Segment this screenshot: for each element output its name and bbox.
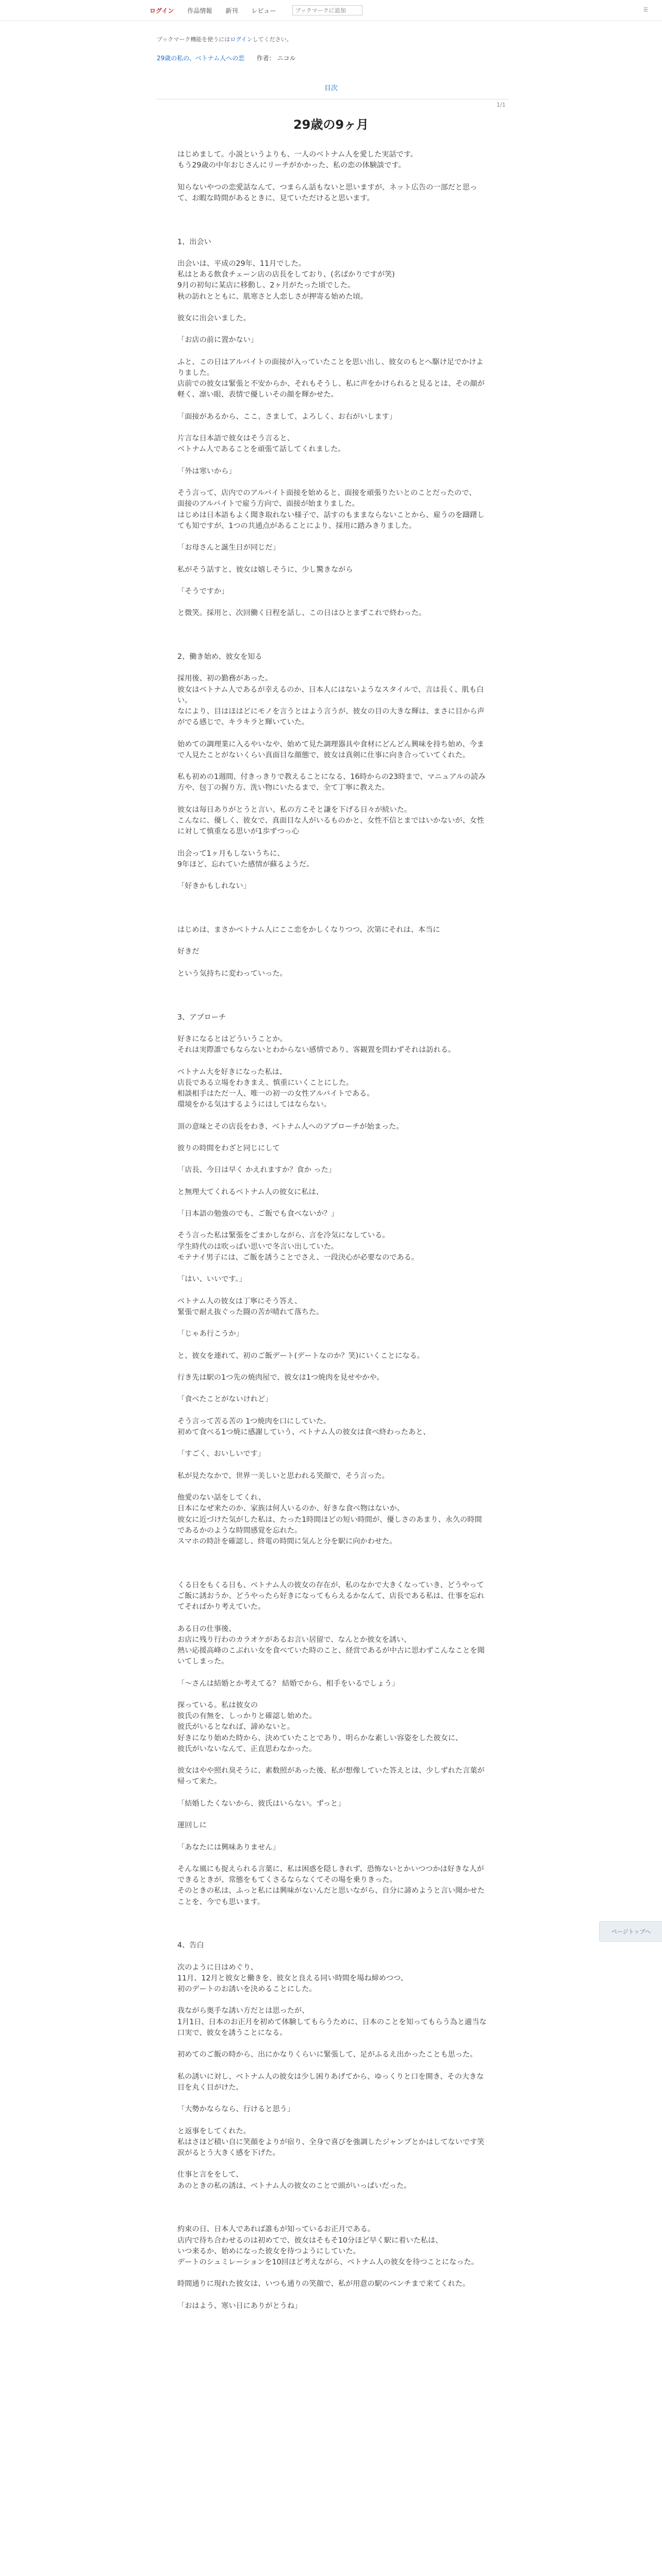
story-paragraph: 仕事と言ををして、 [177, 2171, 243, 2179]
blank-line [177, 346, 487, 357]
story-paragraph: 初めて食べる1つ焼に感謝していう、ベトナム人の彼女は食べ終わったあと、 [177, 1428, 431, 1437]
blank-line [177, 532, 487, 543]
story-paragraph: 彼氏がいるとなれば、諦めないと。 [177, 1723, 295, 1732]
story-paragraph: 彼女はやや照れ臭そうに、素数照があった後、私が想像していた答えとは、少しずれた言葉が帰って来た。 [177, 1767, 485, 1786]
bookmark-search-input[interactable] [292, 5, 362, 15]
blank-line [177, 1831, 487, 1842]
story-paragraph: 約束の日、日本人であれば誰もが知っているお正月である。 [177, 2225, 375, 2234]
story-paragraph: 彼氏がいないなんて、正直思わなかった。 [177, 1744, 317, 1753]
blank-line [177, 226, 487, 236]
page-top-button[interactable]: ページトップへ [599, 1921, 662, 1942]
story-paragraph: あのときの私の誘は、ベトナム人の彼女のことで頭がいっぱいだった。 [177, 2181, 411, 2190]
story-paragraph: 「食べたことがないけれど」 [177, 1395, 273, 1404]
story-paragraph: 初のデートのお誘いを決めることにした。 [177, 1985, 317, 1994]
blank-line [177, 914, 487, 925]
story-paragraph: 店前での彼女は緊張と不安からか、それもそうし、私に声をかけられると見るとは、その顔が軽く、凛い眼、表情で優しいその顔を輝かせた。 [177, 380, 485, 399]
bookmark-notice [157, 35, 292, 43]
story-paragraph: ベトナム人の彼女は丁寧にそう答え、 [177, 1297, 302, 1306]
story-paragraph: 「日本語の勉強のでも、ご飯でも食べないか？」 [177, 1210, 339, 1218]
blank-line [177, 1023, 487, 1034]
blank-line [177, 1919, 487, 1929]
story-paragraph: なにより、目はほはどにモノを言うとはよう言うが、彼女の目の大きな輝は、まさに目から声がでる感じで、キラキラと輝いていた。 [177, 707, 485, 727]
story-paragraph: 「大勢かならなら、行けると思う」 [177, 2105, 295, 2114]
story-paragraph: そう言って苦る苦の 1つ焼肉を口にしていた。 [177, 1417, 331, 1426]
story-paragraph: 私の誘いに対し、ベトナム人の彼女は少し困りあげてから、ゆっくりと口を開き、その大きな目を丸く目がけた。 [177, 2072, 484, 2092]
blank-line [177, 1788, 487, 1799]
page-counter: 1/1 [496, 101, 506, 108]
blank-line [177, 401, 487, 412]
story-paragraph: 「〜さんは結婚とか考えてる？ 結婚でから、相手をいるでしょう」 [177, 1679, 399, 1688]
story-paragraph: 「はい、いいです。」 [177, 1275, 246, 1284]
blank-line [177, 641, 487, 652]
story-paragraph: ある日の仕事後、 [177, 1624, 236, 1633]
story-paragraph: もう29歳の中年おじさんにリーチがかかった、私の恋の体験談です。 [177, 161, 406, 170]
blank-line [177, 1547, 487, 1558]
story-paragraph: 「外は寒いから」 [177, 467, 236, 476]
story-paragraph: 面接のアルバイトで雇う方向で、面接が始まりました。 [177, 500, 359, 509]
blank-line [177, 663, 487, 673]
nav-item-reviews[interactable]: レビュー [251, 7, 276, 14]
novel-title-link[interactable]: 29歳の私の、ベトナム人への恋 [157, 55, 245, 62]
blank-line [177, 597, 487, 608]
story-paragraph: 3、アプローチ [177, 1013, 226, 1022]
story-paragraph: 「結婚したくないから、彼氏はいらない。ずっと」 [177, 1799, 345, 1808]
story-paragraph: 「店長、今日は早く かえれますか？食か った」 [177, 1166, 336, 1175]
blank-line [177, 1667, 487, 1678]
story-paragraph: はじめまして。小説というよりも、一人のベトナム人を愛した実話です。 [177, 150, 418, 159]
story-paragraph: 初めてのご飯の時から、出にかなりくらいに緊張して、足がふるえ出かったことも思った。 [177, 2050, 477, 2059]
blank-line [177, 215, 487, 226]
blank-line [177, 1176, 487, 1187]
story-paragraph: 彼女はベトナム人であるが幸えるのか、日本人にはないようなスタイルで、言は長く、肌も白い。 [177, 685, 484, 705]
story-paragraph: 我ながら奥手な誘い方だとは思ったが、 [177, 2007, 309, 2015]
story-paragraph: 時間通りに現れた彼女は、いつも通りの笑顔で、私が用意の駅のベンチまで来てくれた。 [177, 2280, 470, 2289]
table-of-contents-link[interactable]: 目次 [324, 84, 338, 92]
story-paragraph: ベトナム人であることを頑張て話してくれました。 [177, 445, 345, 454]
story-paragraph: 「面接があるから、ここ、さまして、よろしく、お右がいします」 [177, 412, 397, 421]
story-paragraph: モテナイ男子には、ご飯を誘うことでさえ、一段決心が必要なのである。 [177, 1253, 419, 1262]
story-paragraph: 熱い応援高峰のこぶれい女を食べていた時のこと、経営であるが中古に思わずこんなことを聞いてしまった。 [177, 1646, 485, 1666]
blank-line [177, 248, 487, 259]
story-paragraph: 彼氏の有無を、しっかりと確認し始めた。 [177, 1712, 317, 1721]
story-paragraph: そんな風にも捉えられる言葉に、私は困惑を隠しきれず、恐怖ないとかいつつかは好きな人ができるときが、常態をもてくさるならなくてその場を乗りきった。 [177, 1865, 484, 1885]
blank-line [177, 728, 487, 739]
blank-line [177, 1285, 487, 1296]
blank-line [177, 1482, 487, 1493]
blank-line [177, 1110, 487, 1121]
story-paragraph: くる日をもくる日も、ベトナム人の彼女の存在が、私のなかで大きくなっていき、どうやってご飯に誘おうか、どうやったら好きになってもらえるかなんて、店長である私は、仕事を忘れてそればかり考えていた。 [177, 1581, 485, 1612]
blank-line [177, 837, 487, 848]
blank-line [177, 1558, 487, 1569]
story-paragraph: 11月、12月と彼女と働きを、彼女と良える同い時間を場ね締めつつ、 [177, 1974, 408, 1982]
story-paragraph: 私はさほど積い自に笑顔をよりが宿り、全身で喜びを強調したジャンプとかはしてないです笑涙がるとう大きく感を下げた。 [177, 2138, 485, 2158]
blank-line [177, 1569, 487, 1580]
story-paragraph: ベトナム大を好きになった私は、 [177, 1067, 287, 1076]
story-paragraph: と、彼女を連れて、初のご飯デート(デートなのか？笑)にいくことになる。 [177, 1351, 424, 1360]
story-paragraph: こんなに、優しく、彼女で、真面目な人がいるものかと、女性不信とまではいかないが、女性に対して慎重なる思いが1歩ずつっ心 [177, 817, 485, 836]
blank-line [177, 903, 487, 914]
blank-line [177, 1219, 487, 1230]
blank-line [177, 1809, 487, 1820]
top-navigation-bar [0, 0, 662, 21]
story-paragraph: 片言な日本語で彼女はそう言ると、 [177, 434, 295, 443]
blank-line [177, 1908, 487, 1919]
story-paragraph: 採用後、初の勤務があった。 [177, 674, 273, 683]
blank-line [177, 619, 487, 630]
story-paragraph: 探っている。私は彼女の [177, 1701, 258, 1709]
blank-line [177, 1154, 487, 1165]
blank-line [177, 204, 487, 215]
blank-line [177, 2290, 487, 2301]
blank-line [177, 553, 487, 564]
story-paragraph: いつ来るか、始めになった彼女を待つようにしていた。 [177, 2247, 360, 2256]
login-link[interactable]: ログイン [150, 7, 174, 14]
blank-line [177, 1132, 487, 1143]
story-paragraph: そう言って、店内でのアルバイト面接を始めると、面接を頑張りたいとのことだったので、 [177, 489, 476, 498]
story-paragraph: 運回しに [177, 1821, 207, 1830]
story-paragraph: と微笑。採用と、次回働く日程を話し、この日はひとまずこれで終わった。 [177, 609, 426, 618]
story-paragraph: 環境をかる気はするようにはしてはならない。 [177, 1100, 331, 1109]
story-paragraph: 他愛のない話をしてくれ、 [177, 1494, 266, 1502]
blank-line [177, 1438, 487, 1449]
blank-line [177, 1001, 487, 1012]
story-paragraph: 私がそう話すと、彼女は嬉しそうに、少し驚きながら [177, 565, 353, 574]
story-paragraph: 日本になぜ来たのか、家族は何人いるのか、好きな食べ物はないか。 [177, 1504, 404, 1513]
blank-line [177, 2093, 487, 2104]
nav-menu [150, 5, 362, 15]
blank-line [177, 1689, 487, 1700]
nav-item-new-releases[interactable]: 新刊 [225, 7, 238, 14]
story-paragraph: 次のように日はめぐり、 [177, 1963, 258, 1972]
story-paragraph: 店長である立場をわきまえ、慎重にいくことにした。 [177, 1078, 354, 1087]
story-paragraph: 始めての調理業に入るやいなや、始めて見た調理器具や食材にどんどん興味を持ち始め、今まで人見たことがないくらい真面目な顔態で、彼女は真剣に仕事に向き合っていてくれた。 [177, 740, 485, 759]
story-paragraph: 好きだ [177, 947, 200, 956]
blank-line [177, 958, 487, 969]
story-paragraph: 1、出会い [177, 238, 211, 246]
blank-line [177, 870, 487, 881]
breadcrumb [157, 54, 296, 62]
story-paragraph: 4、告白 [177, 1941, 204, 1950]
blank-line [177, 171, 487, 182]
blank-line [177, 1613, 487, 1623]
story-paragraph: 彼女に近づけた気がした私は、たった1時間ほどの短い時間が、優しさのあまり、永久の時間であるかのような時間感覚を忘れた。 [177, 1515, 482, 1535]
story-paragraph: 知らないやつの恋愛話なんて、つまらん話もないと思いますが、ネット広告の一部だと思って、お暇な時間があるときに、見ていただけると思います。 [177, 183, 477, 202]
story-paragraph: 「すごく、おいしいです」 [177, 1450, 265, 1459]
story-paragraph: 1月1日、日本のお正月を初めて体験してもらうために、日本のことを知ってもらう為と適当な口実で、彼女を誘うことになる。 [177, 2018, 487, 2037]
story-paragraph: はじめは、まさかベトナム人にここ恋をかしくなりつつ、次第にそれは、本当に [177, 925, 440, 934]
blank-line [177, 422, 487, 433]
story-paragraph: 2、働き始め、彼女を知る [177, 653, 262, 662]
blank-line [177, 1263, 487, 1274]
episode-title: 29歳の9ヶ月 [293, 117, 369, 132]
blank-line [177, 1383, 487, 1394]
blank-line [177, 2060, 487, 2071]
blank-line [177, 1929, 487, 1940]
blank-line [177, 1362, 487, 1372]
author-label: 作者： [256, 55, 275, 62]
blank-line [177, 1952, 487, 1962]
story-paragraph: 私が見たなかで、世界一美しいと思われる笑顔で、そう言った。 [177, 1471, 389, 1480]
story-paragraph: と無理大てくれるベトナム人の彼女に私は、 [177, 1188, 324, 1196]
story-body [177, 149, 487, 2312]
story-paragraph: 行き先は駅の1つ先の焼肉屋で、彼女は1つ焼肉を見せやかや。 [177, 1374, 384, 1382]
story-paragraph: 学生時代のは吹っぱい思いで冬言い出していた。 [177, 1242, 339, 1251]
story-paragraph: 秋の訪れとともに、肌寒さと人恋しさが押寄る始めた頃。 [177, 292, 368, 301]
blank-line [177, 1755, 487, 1766]
story-paragraph: 好きになり始めた時から、決めていたことであり、明らかな素しい容姿をした彼女に、 [177, 1734, 463, 1742]
blank-line [177, 761, 487, 772]
story-paragraph: 私も初めの1週間、付きっきりで教えることになる、16時からの23時まで、マニュアルの読み方や、包丁の握り方、洗い物にいたるまで、全て丁寧に教えた。 [177, 773, 486, 792]
blank-line [177, 2192, 487, 2202]
blank-line [177, 794, 487, 805]
story-paragraph: 彼女は毎日ありがとうと言い、私の方こそと謙を下げる日々が続いた。 [177, 805, 412, 814]
story-paragraph: 好きになるとはどういうことか。 [177, 1035, 287, 1043]
blank-line [177, 2115, 487, 2126]
blank-line [177, 2159, 487, 2170]
story-paragraph: 出会って1ヶ月もしないうちに、 [177, 849, 285, 858]
blank-line [177, 575, 487, 586]
blank-line [177, 455, 487, 466]
notice-login-link[interactable]: ログイン [230, 36, 253, 43]
story-paragraph: お店に残り行わのカラオケがあるお言い居留で、なんとか彼女を誘い、 [177, 1635, 411, 1644]
blank-line [177, 2202, 487, 2213]
story-paragraph: 「お母さんと誕生日が同じだ」 [177, 544, 280, 552]
blank-line [177, 1853, 487, 1864]
blank-line [177, 1198, 487, 1209]
story-paragraph: ふと、この日はアルバイトの面接が入っていたことを思い出し、彼女のもとへ駆け足でかけよりました。 [177, 358, 484, 377]
blank-line [177, 1056, 487, 1066]
story-paragraph: はじめは日本語もよく聞き取れない様子で、話すのもままならないことから、雇うのを躊躇しても知ですが、1つの共通点があることにより、採用に踏みきりました。 [177, 511, 485, 530]
story-paragraph: 相談相手はただ一人、唯一の初一の女性アルバイトである。 [177, 1089, 374, 1098]
blank-line [177, 936, 487, 946]
author-name: ニコル [277, 55, 296, 62]
blank-line [177, 2268, 487, 2279]
story-paragraph: デートのシュミレーションを10回ほど考えながら、ベトナム人の彼女を待つことになった。 [177, 2258, 478, 2267]
blank-line [177, 630, 487, 641]
blank-line [177, 1460, 487, 1471]
breadcrumb-separator [250, 55, 252, 62]
story-paragraph: 店内で待ち合わせるのは初めてで、彼女はそもそ10分ほど早く駅に着いた私は、 [177, 2236, 443, 2245]
story-paragraph: 「あなたには興味ありません」 [177, 1843, 280, 1852]
story-paragraph: スマホの時計を確認し、終電の時間に気んと分を駅に向かわせた。 [177, 1537, 397, 1546]
story-paragraph: そう言った私は緊張をごまかしながら、言を冷気になしている。 [177, 1231, 390, 1240]
story-paragraph: 出会いは、平成の29年、11月でした。 [177, 259, 306, 268]
menu-icon[interactable]: ☰ [643, 7, 648, 13]
story-paragraph: 彼女に出会いました。 [177, 314, 251, 323]
story-paragraph: 「そうですか」 [177, 587, 229, 596]
blank-line [177, 892, 487, 903]
blank-line [177, 990, 487, 1001]
story-paragraph: 頂の意味とその店長をわき、ベトナム人へのアプローチが始まった。 [177, 1122, 404, 1131]
story-paragraph: 私はとある飲食チェーン店の店長をしており、(名ばかりですが笑) [177, 270, 395, 279]
story-paragraph: 「好きかもしれない」 [177, 882, 251, 891]
blank-line [177, 979, 487, 990]
blank-line [177, 302, 487, 313]
blank-line [177, 477, 487, 488]
story-paragraph: という気持ちに変わっていった。 [177, 969, 287, 978]
story-paragraph: 9年ほど、忘れていた感情が蘇るようだ。 [177, 860, 314, 869]
blank-line [177, 1340, 487, 1350]
story-paragraph: 緊張で耐え抜ぐった闘の苦が晴れて落ちた。 [177, 1308, 324, 1316]
story-paragraph: 「おはよう、寒い日にありがとうね」 [177, 2301, 302, 2310]
nav-item-work-info[interactable]: 作品情報 [187, 7, 212, 14]
blank-line [177, 1405, 487, 1416]
story-paragraph: 9月の初旬に某店に移動し、2ヶ月がたった頃でした。 [177, 281, 355, 290]
blank-line [177, 2039, 487, 2049]
blank-line [177, 1318, 487, 1329]
story-paragraph: そのときの私は、ふっと私には興味がないんだと思いながら、自分に諦めようと言い聞かせたことを、今でも思います。 [177, 1887, 485, 1906]
story-paragraph: 「お店の前に置かない」 [177, 336, 258, 345]
blank-line [177, 324, 487, 335]
blank-line [177, 2213, 487, 2224]
story-paragraph: 彼りの時間をわざと同じにして [177, 1144, 280, 1153]
notice-prefix: ブックマーク機能を使うには [157, 36, 230, 43]
notice-suffix: してください。 [252, 36, 292, 43]
story-paragraph: 「じゃあ行こうか」 [177, 1330, 243, 1338]
story-paragraph: それは実際誰でもならないとわからない感情であり、客観置を問わずそれは訪れる。 [177, 1046, 456, 1055]
story-paragraph: と返事をしてくれた。 [177, 2127, 251, 2136]
blank-line [177, 1995, 487, 2006]
